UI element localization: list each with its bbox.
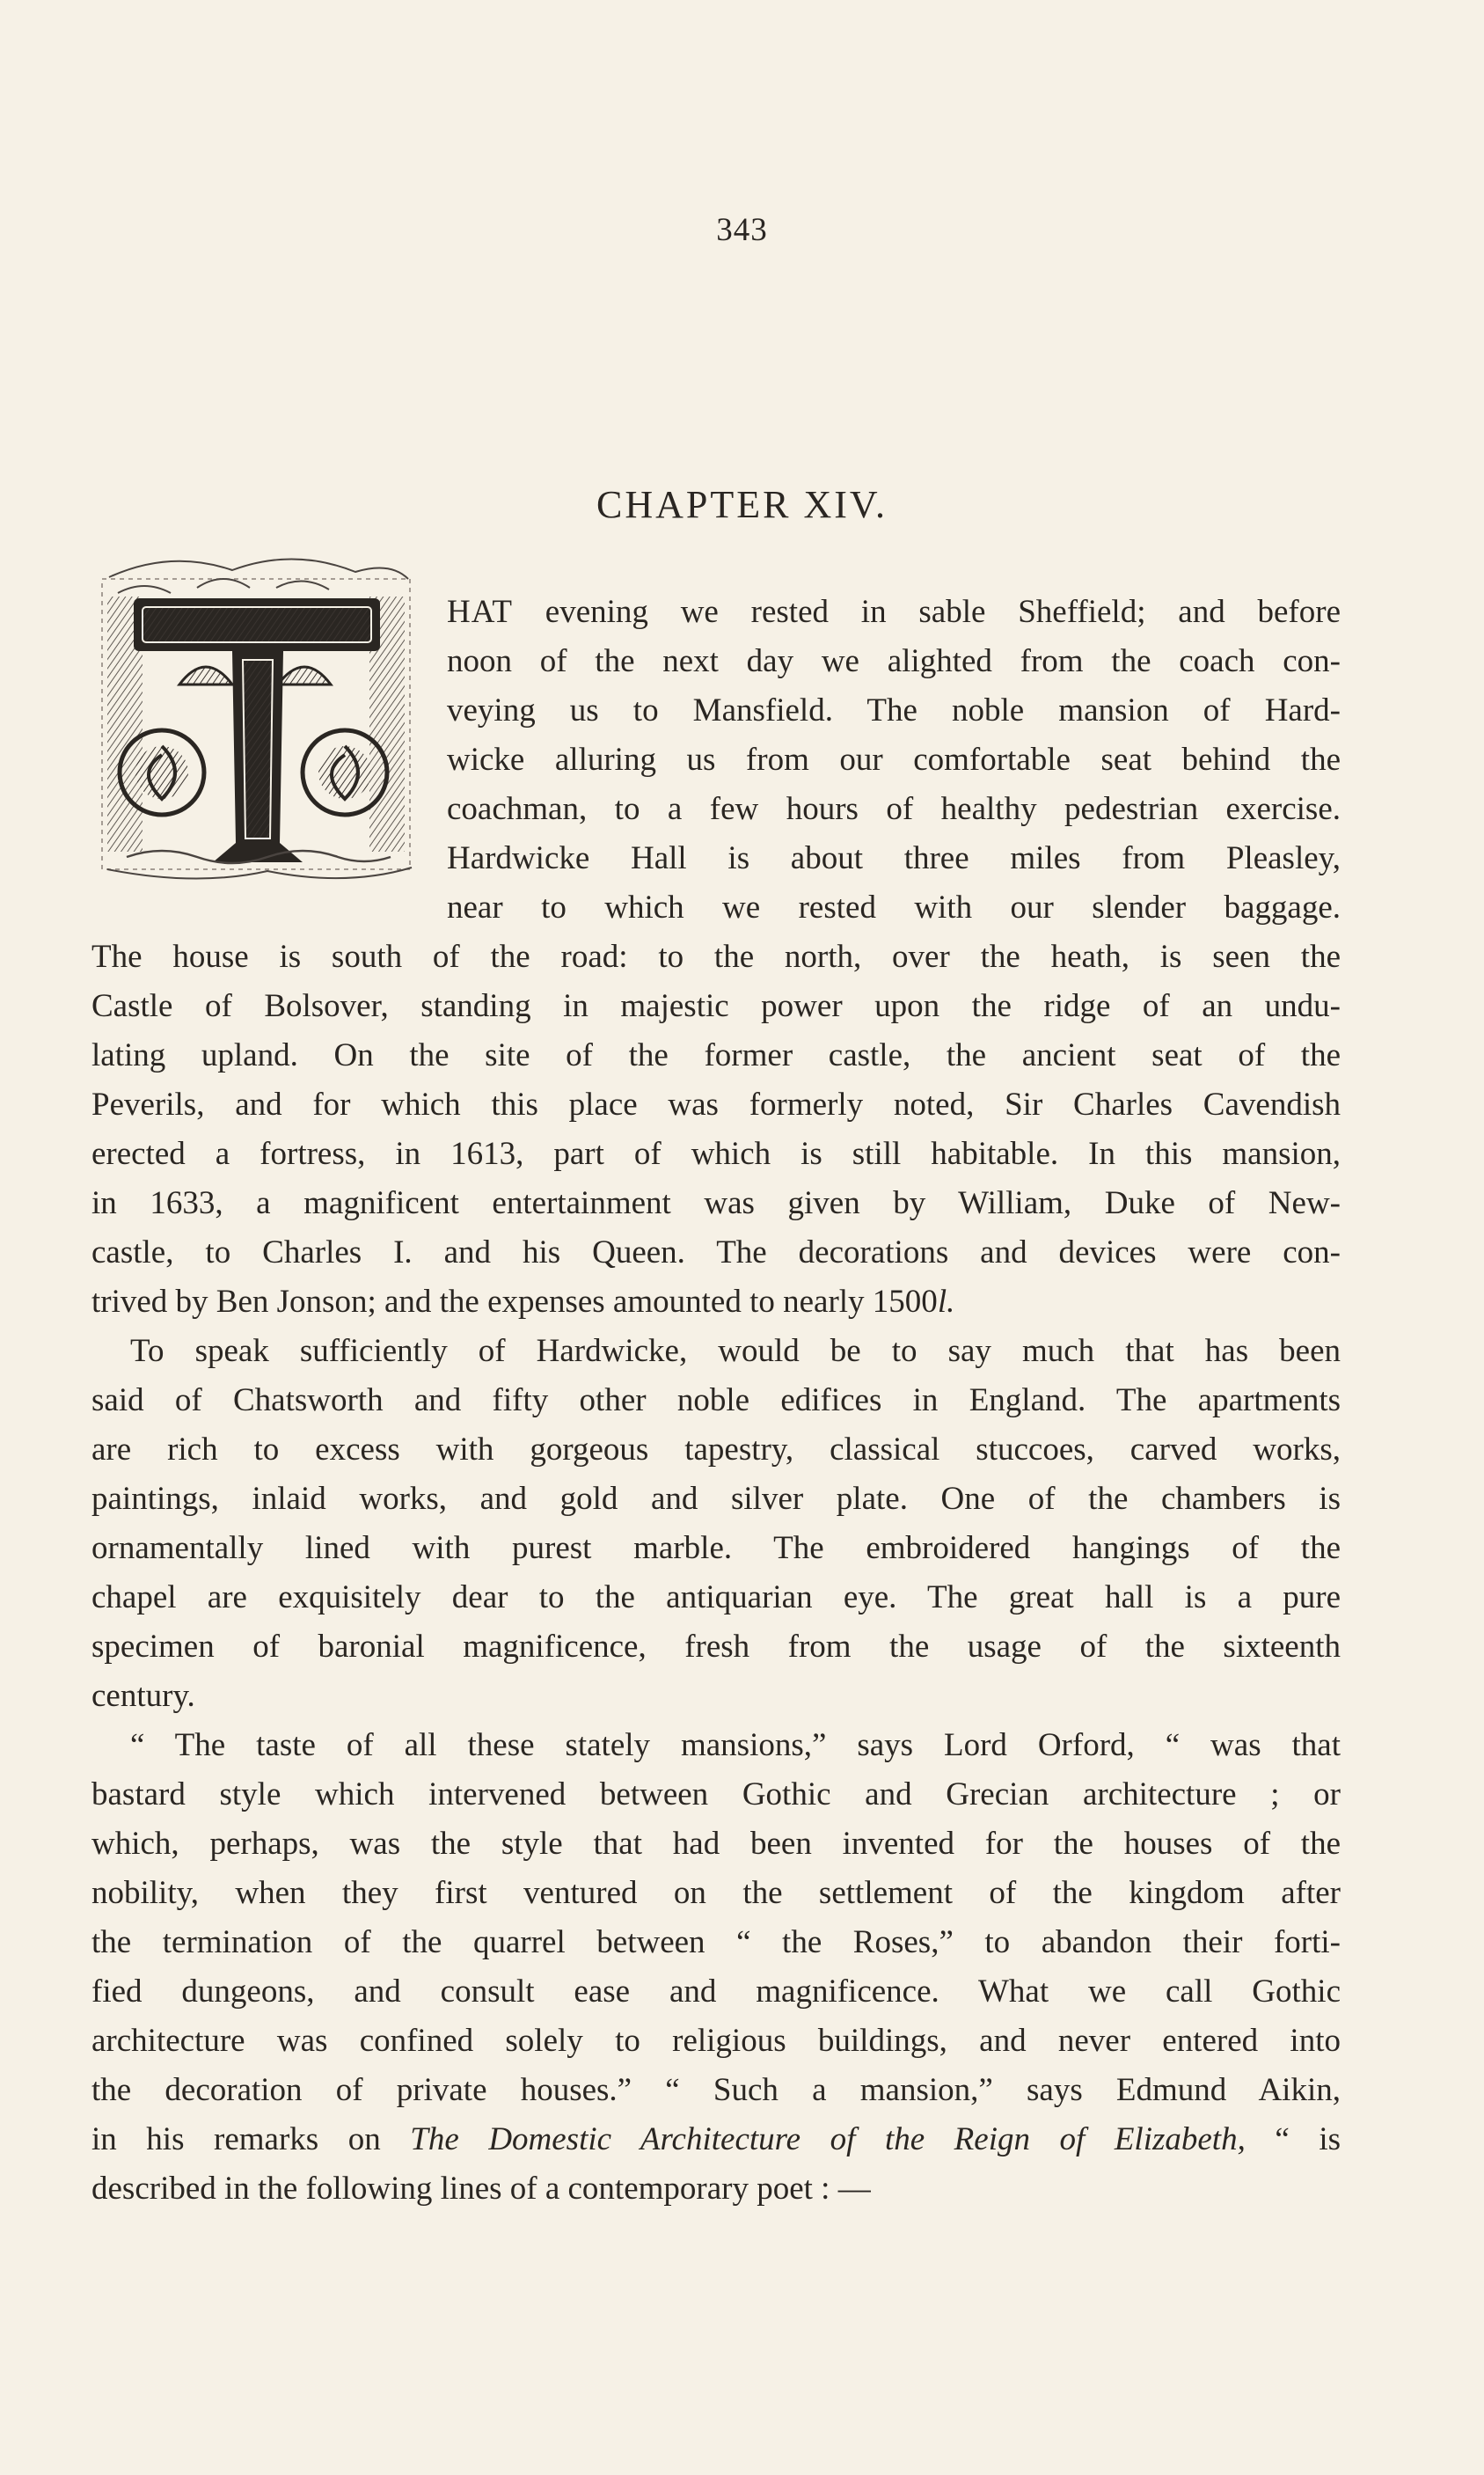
text-line: specimen of baronial magnificence, fresh from the usage of the sixteenth xyxy=(91,1629,1341,1665)
text-line: coachman, to a few hours of healthy pedestrian exercise. xyxy=(447,791,1341,827)
page-number: 343 xyxy=(716,212,768,248)
text-line: chapel are exquisitely dear to the antiquarian eye. The great hall is a pure xyxy=(91,1579,1341,1615)
text-span: evening we rested in sable Sheffield; and before xyxy=(545,594,1341,630)
text-line: said of Chatsworth and fifty other noble edifices in England. The apartments xyxy=(91,1382,1341,1418)
text-line: “ The taste of all these stately mansions,” says Lord Orford, “ was that xyxy=(130,1727,1341,1763)
italic-span: l. xyxy=(937,1284,955,1320)
text-line: in 1633, a magnificent entertainment was given by William, Duke of New- xyxy=(91,1185,1341,1221)
text-line: which, perhaps, was the style that had been invented for the houses of the xyxy=(91,1826,1341,1862)
text-line: noon of the next day we alighted from the coach con- xyxy=(447,643,1341,679)
text-line: century. xyxy=(91,1678,195,1714)
text-line: The house is south of the road: to the north, over the heath, is seen the xyxy=(91,939,1341,975)
text-line xyxy=(91,2115,1341,2164)
text-line xyxy=(91,1278,1341,1327)
small-caps-opening: HAT xyxy=(447,594,513,630)
text-line: fied dungeons, and consult ease and magnificence. What we call Gothic xyxy=(91,1973,1341,2010)
text-line: castle, to Charles I. and his Queen. The decorations and devices were con- xyxy=(91,1234,1341,1270)
text-line: described in the following lines of a contemporary poet : — xyxy=(91,2171,871,2207)
text-span: “ is xyxy=(1275,2121,1341,2157)
text-line: wicke alluring us from our comfortable seat behind the xyxy=(447,742,1341,778)
text-line: Peverils, and for which this place was formerly noted, Sir Charles Cavendish xyxy=(91,1087,1341,1123)
text-line xyxy=(447,588,1341,637)
text-line: erected a fortress, in 1613, part of which is still habitable. In this mansion, xyxy=(91,1136,1341,1172)
text-span: trived by Ben Jonson; and the expenses amounted to nearly 1500 xyxy=(91,1284,938,1320)
text-line: ornamentally lined with purest marble. The embroidered hangings of the xyxy=(91,1530,1341,1566)
text-line: near to which we rested with our slender baggage. xyxy=(447,890,1341,926)
text-line: Castle of Bolsover, standing in majestic power upon the ridge of an undu- xyxy=(91,988,1341,1024)
text-line: architecture was confined solely to religious buildings, and never entered into xyxy=(91,2023,1341,2059)
text-line: veying us to Mansfield. The noble mansion of Hard- xyxy=(447,692,1341,729)
chapter-body xyxy=(91,588,1341,2214)
text-line: Hardwicke Hall is about three miles from Pleasley, xyxy=(447,840,1341,876)
text-line: bastard style which intervened between Gothic and Grecian architecture ; or xyxy=(91,1776,1341,1812)
text-line: the decoration of private houses.” “ Such a mansion,” says Edmund Aikin, xyxy=(91,2072,1341,2108)
text-line: are rich to excess with gorgeous tapestry, classical stuccoes, carved works, xyxy=(91,1432,1341,1468)
text-line: To speak sufficiently of Hardwicke, would be to say much that has been xyxy=(130,1333,1341,1369)
text-line: lating upland. On the site of the former castle, the ancient seat of the xyxy=(91,1037,1341,1073)
chapter-title: CHAPTER XIV. xyxy=(596,483,888,526)
book-title: The Domestic Architecture of the Reign of Elizabeth, xyxy=(410,2121,1246,2157)
text-line: the termination of the quarrel between “ the Roses,” to abandon their forti- xyxy=(91,1924,1341,1960)
text-span: in his remarks on xyxy=(91,2121,381,2157)
text-line: paintings, inlaid works, and gold and silver plate. One of the chambers is xyxy=(91,1481,1341,1517)
text-line: nobility, when they first ventured on the settlement of the kingdom after xyxy=(91,1875,1341,1911)
